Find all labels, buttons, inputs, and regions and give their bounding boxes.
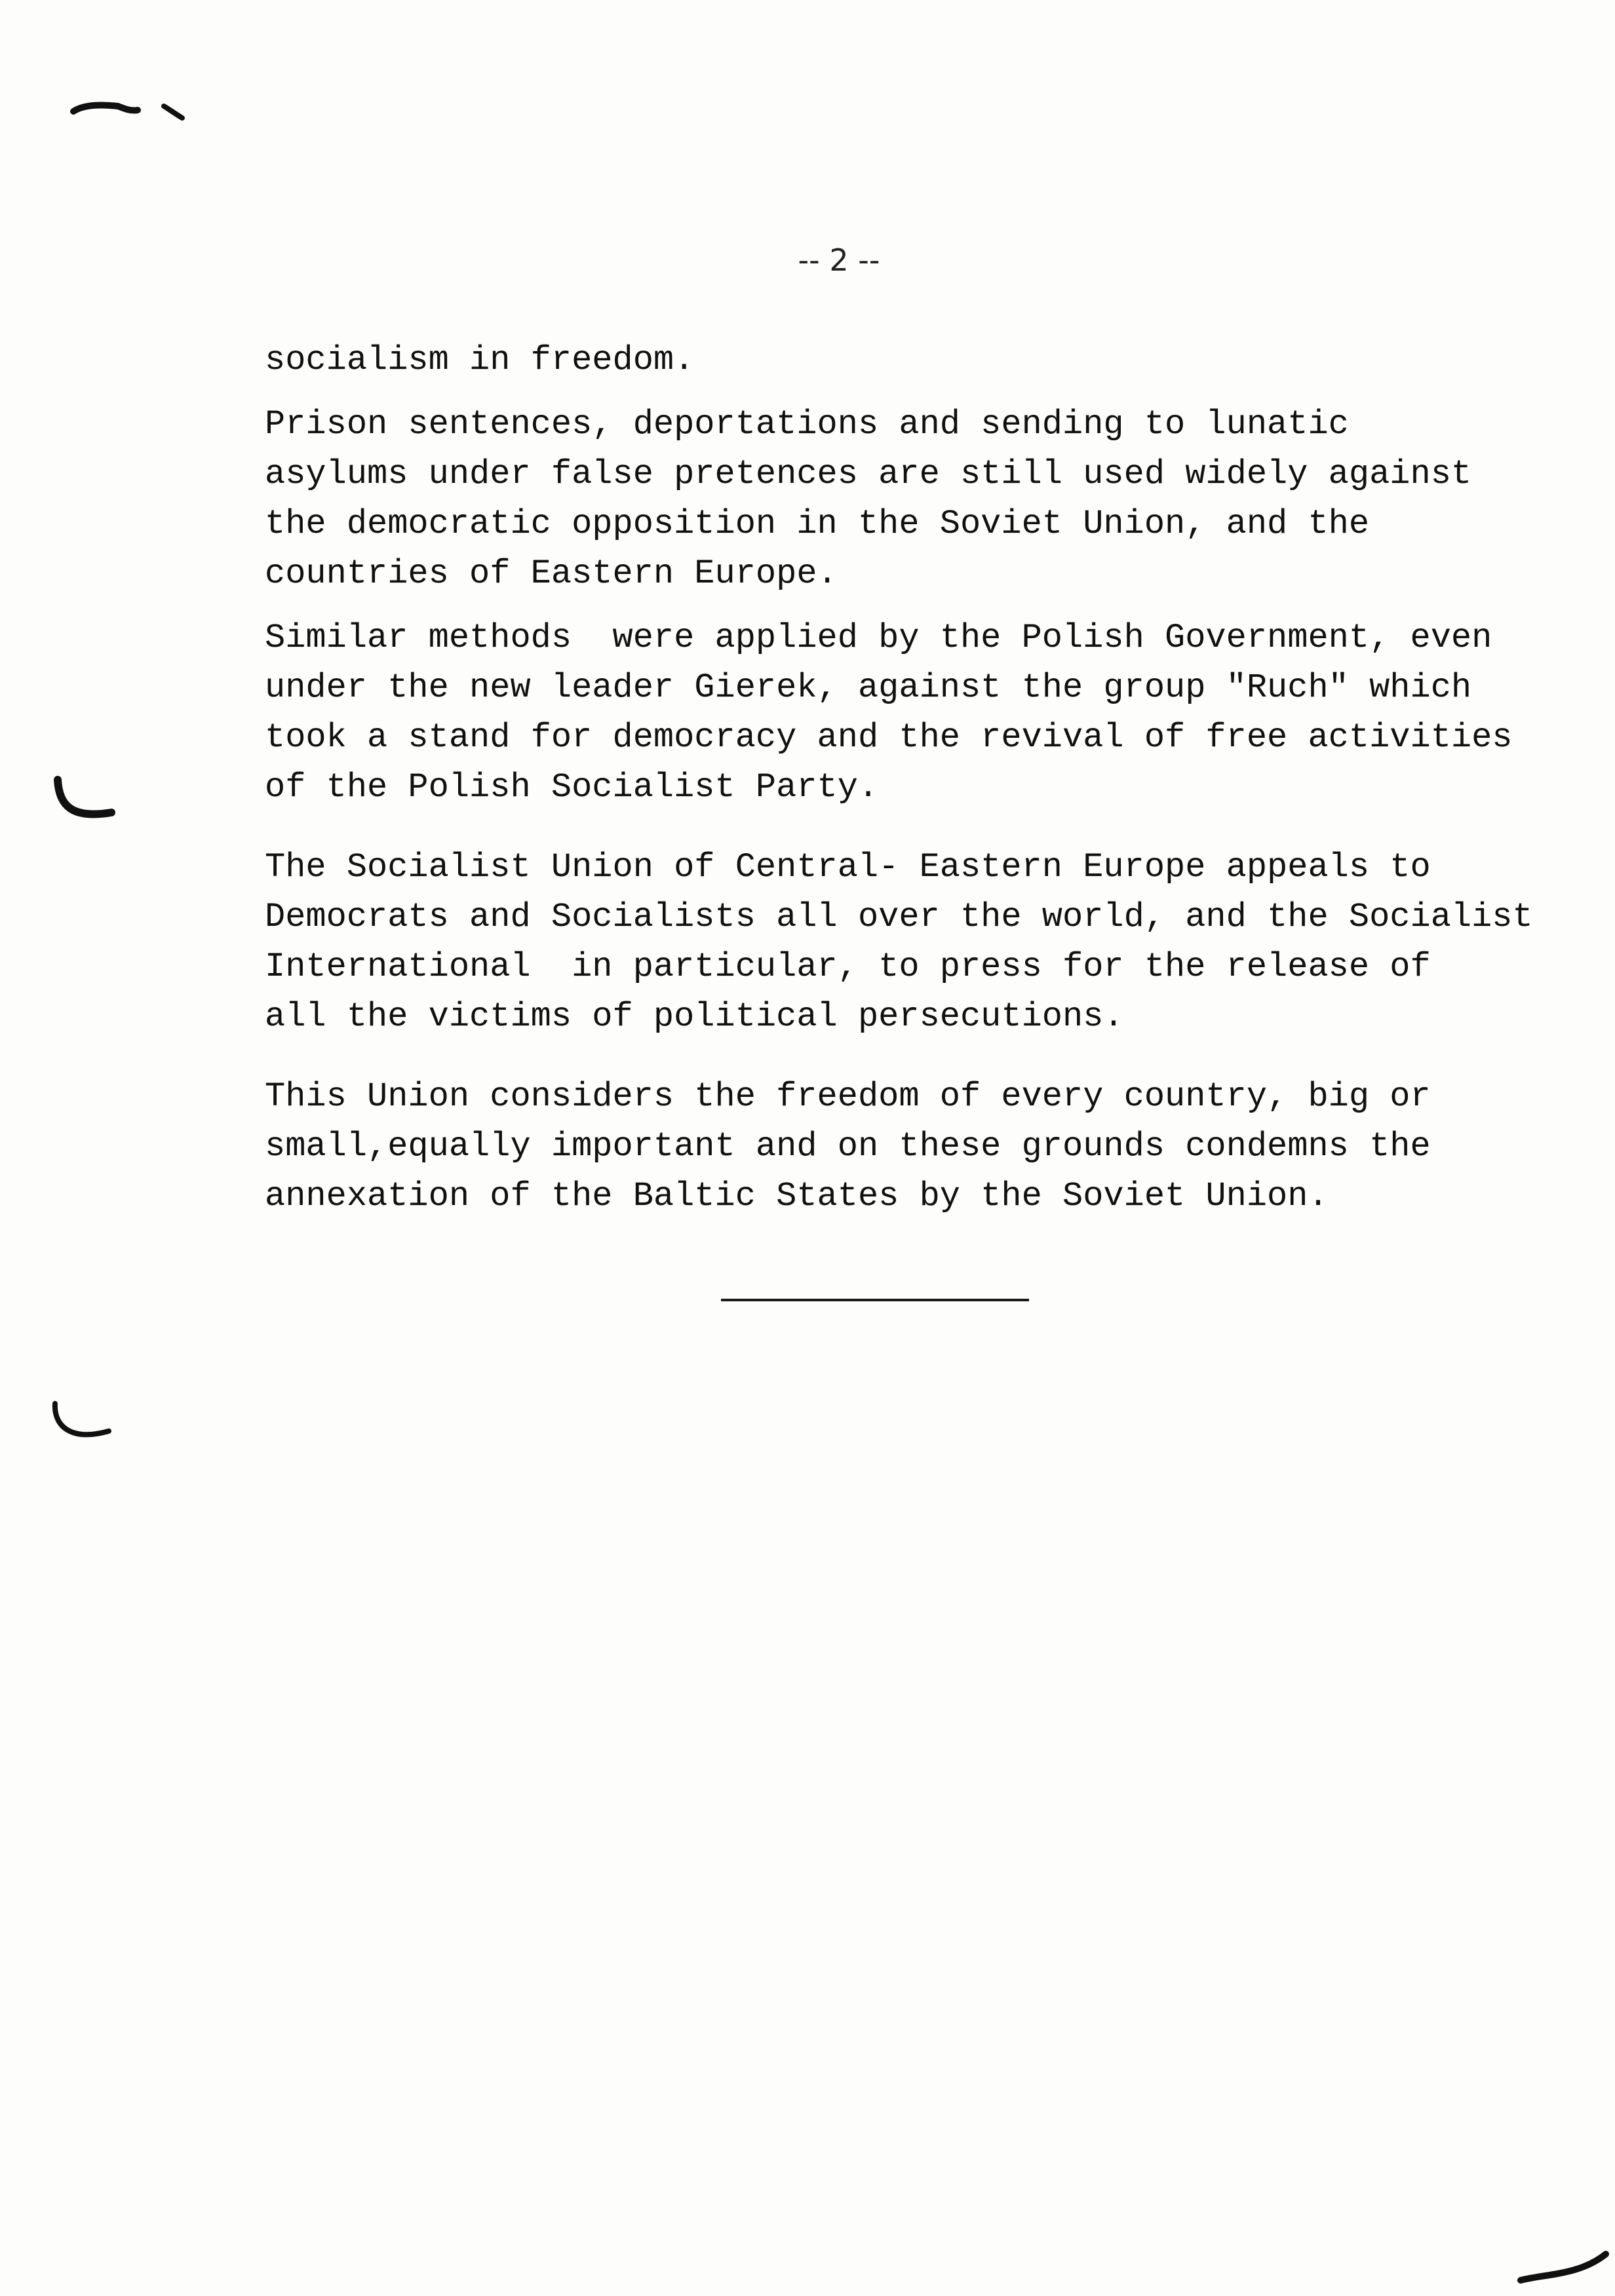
text-line: of the Polish Socialist Party. (265, 768, 879, 807)
body-text (265, 335, 1549, 1221)
paragraph (265, 1072, 1549, 1221)
paragraph (265, 843, 1549, 1042)
text-line: all the victims of political persecutions. (265, 997, 1124, 1036)
paragraph (265, 400, 1549, 599)
text-line: took a stand for democracy and the revival of free activities (265, 718, 1513, 757)
text-line: socialism in freedom. (265, 341, 695, 379)
text-line: The Socialist Union of Central- Eastern Europe appeals to (265, 848, 1431, 887)
text-line: countries of Eastern Europe. (265, 554, 838, 593)
paragraph (265, 335, 1549, 385)
scan-smudge-mark (66, 92, 197, 131)
text-line: asylums under false pretences are still used widely against (265, 455, 1472, 493)
text-line: Democrats and Socialists all over the world, and the Socialist (265, 898, 1533, 936)
scan-corner-smudge (1508, 2228, 1615, 2296)
text-line: International in particular, to press for the release of (265, 947, 1431, 986)
punch-hole-mark-top (46, 773, 125, 845)
text-line: Similar methods were applied by the Polish Government, even (265, 619, 1492, 657)
text-line: the democratic opposition in the Soviet Union, and the (265, 505, 1370, 543)
end-divider-rule (721, 1299, 1029, 1301)
punch-hole-mark-bottom (46, 1396, 125, 1468)
text-line: This Union considers the freedom of every country, big or (265, 1077, 1431, 1116)
text-line: annexation of the Baltic States by the Soviet Union. (265, 1177, 1329, 1215)
paragraph (265, 613, 1549, 813)
text-line: Prison sentences, deportations and sending to lunatic (265, 405, 1349, 444)
text-line: under the new leader Gierek, against the group "Ruch" which (265, 668, 1472, 707)
text-line: small,equally important and on these grounds condemns the (265, 1127, 1431, 1166)
page-number: -- 2 -- (798, 242, 880, 278)
